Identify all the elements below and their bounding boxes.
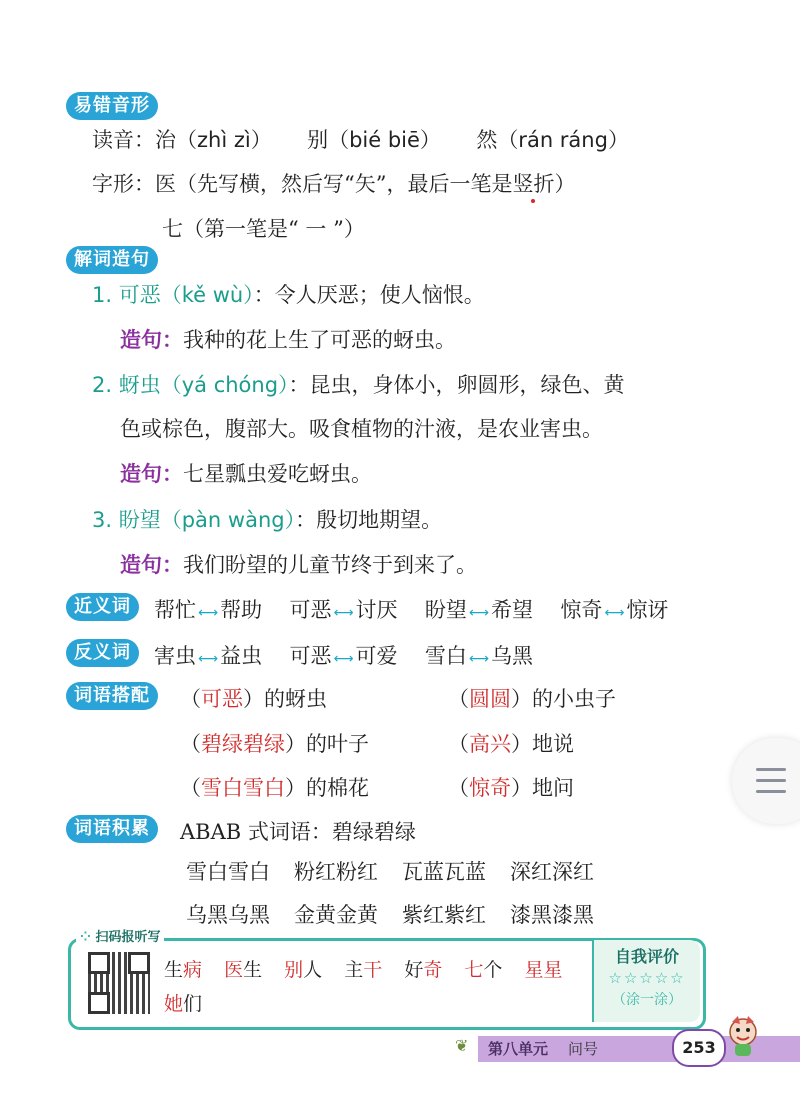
qr-corner	[88, 992, 110, 1014]
double-arrow-icon: ⟷	[198, 651, 219, 667]
dict-word-2	[224, 959, 262, 981]
double-arrow-icon: ⟷	[468, 605, 489, 621]
dict-char: 好	[404, 959, 424, 981]
dict-char: 生	[164, 959, 184, 981]
unit-label: 第八单元	[488, 1040, 549, 1058]
lesson-label: 问号	[568, 1040, 599, 1058]
qr-corner	[88, 952, 110, 974]
jinyi-2-a: 可恶	[289, 598, 332, 622]
jilei-word: 金黄金黄	[294, 903, 378, 927]
dapei-3: （碧绿碧绿）的叶子	[180, 732, 369, 756]
sentence-1-label: 造句：	[120, 327, 183, 352]
scan-label-text: 扫码报听写	[95, 930, 161, 945]
fanyi-pair-2	[289, 644, 397, 668]
ran-char: 然	[476, 128, 498, 152]
dict-char-red: 医	[224, 959, 244, 981]
pin-icon: ⁘	[80, 930, 91, 945]
dict-char: 个	[483, 959, 503, 981]
dapei-6: （惊奇）地问	[448, 776, 574, 800]
dict-char: 生	[243, 959, 263, 981]
dapei-4-rest: 地说	[532, 732, 574, 756]
dapei-4: （高兴）地说	[448, 732, 574, 756]
jinyi-4-a: 惊奇	[560, 598, 603, 622]
yi-end: ）	[554, 172, 576, 196]
word-2-pinyin: （yá chóng）	[160, 373, 289, 397]
scan-label	[76, 926, 164, 945]
dictation-row-2	[164, 989, 202, 1016]
dapei-3-fill: 碧绿碧绿	[201, 732, 285, 756]
dapei-1-fill: 可恶	[201, 687, 243, 711]
fanyi-2-b: 可爱	[355, 644, 398, 668]
fanyi-row	[154, 640, 533, 670]
fanyi-3-a: 雪白	[424, 644, 467, 668]
double-arrow-icon: ⟷	[198, 605, 219, 621]
jilei-row-1	[186, 856, 594, 886]
word-1-num: 1.	[92, 283, 119, 307]
word-2-def: ：昆虫，身体小，卵圆形，绿色、黄	[288, 373, 625, 397]
dict-word-3	[284, 959, 322, 981]
hamburger-icon	[756, 768, 786, 771]
dapei-6-fill: 惊奇	[469, 776, 511, 800]
fanyi-pair-1	[154, 644, 262, 668]
jilei-word: 紫红紫红	[402, 903, 486, 927]
word-2-num: 2.	[92, 373, 119, 397]
word-1-def: ：令人厌恶；使人恼恨。	[253, 283, 485, 307]
dict-char: 人	[303, 959, 323, 981]
zixing-line	[92, 168, 575, 198]
jilei-word: 漆黑漆黑	[510, 903, 594, 927]
hamburger-icon	[756, 790, 786, 793]
qi-line: 七（第一笔是“ 一 ”）	[162, 217, 365, 241]
jinyi-4-b: 惊讶	[626, 598, 669, 622]
word-2-word: 蚜虫	[118, 373, 161, 397]
mascot-icon	[720, 1012, 766, 1058]
jinyi-1-a: 帮忙	[154, 598, 196, 622]
word-3-num: 3.	[92, 508, 119, 532]
word-3-def: ：殷切地期望。	[295, 508, 443, 532]
jilei-word: 乌黑乌黑	[186, 903, 270, 927]
qr-code-image[interactable]	[88, 952, 150, 1014]
sentence-2-label: 造句：	[120, 461, 183, 486]
star-rating[interactable]: ☆☆☆☆☆	[608, 969, 686, 987]
dict-word-5	[404, 959, 442, 981]
section-tag-jinyi: 近义词	[66, 593, 139, 621]
sentence-2-line	[120, 458, 372, 488]
dict-char: 们	[183, 993, 203, 1015]
section-tag-jieci: 解词造句	[66, 246, 158, 274]
self-eval-title: 自我评价	[614, 947, 679, 966]
dapei-1: （可恶）的蚜虫	[180, 687, 327, 711]
word-1-line	[92, 279, 485, 309]
dict-char: 主	[344, 959, 364, 981]
zhi-char: 治	[155, 128, 176, 152]
section-tag-yicuo: 易错音形	[66, 92, 158, 120]
jilei-word: 雪白雪白	[186, 860, 270, 884]
jilei-intro: ABAB 式词语：碧绿碧绿	[180, 820, 416, 844]
word-1-pinyin: （kě wù）	[160, 283, 254, 307]
dapei-1-rest: 的蚜虫	[264, 687, 327, 711]
color-hint: （涂一涂）	[612, 992, 682, 1008]
fanyi-1-b: 益虫	[220, 644, 263, 668]
double-arrow-icon: ⟷	[468, 651, 489, 667]
dict-char-red: 病	[183, 959, 203, 981]
duyin-line	[92, 124, 629, 154]
fanyi-1-a: 害虫	[154, 644, 196, 668]
fanyi-3-b: 乌黑	[490, 644, 533, 668]
dict-word-4	[344, 959, 382, 981]
jinyi-3-a: 盼望	[424, 598, 467, 622]
jinyi-2-b: 讨厌	[355, 598, 398, 622]
hamburger-icon	[756, 779, 786, 782]
dictation-row-1	[164, 955, 563, 982]
sentence-3-line	[120, 549, 477, 579]
double-arrow-icon: ⟷	[604, 605, 625, 621]
dict-char-red: 奇	[423, 959, 443, 981]
ran-pinyin: （rán ráng）	[497, 128, 629, 152]
jilei-row-2	[186, 899, 594, 929]
jinyi-pair-4	[560, 598, 668, 622]
bie-pinyin: （bié biē）	[328, 128, 441, 152]
jinyi-3-b: 希望	[490, 598, 533, 622]
fanyi-2-a: 可恶	[289, 644, 332, 668]
dapei-4-fill: 高兴	[469, 732, 511, 756]
dapei-2-rest: 的小虫子	[532, 687, 616, 711]
zixing-label: 字形：	[92, 172, 155, 196]
word-1-word: 可恶	[118, 283, 161, 307]
menu-button[interactable]	[732, 738, 800, 824]
bie-char: 别	[307, 128, 329, 152]
jinyi-pair-2	[289, 598, 397, 622]
word-2-line	[92, 369, 625, 399]
dict-char-red: 七	[464, 959, 484, 981]
dict-char-red: 别	[284, 959, 304, 981]
jilei-word: 粉红粉红	[294, 860, 378, 884]
dapei-2-fill: 圆圆	[469, 687, 511, 711]
section-tag-fanyi: 反义词	[66, 639, 139, 667]
dict-word-7	[524, 959, 562, 981]
sentence-3-text: 我们盼望的儿童节终于到来了。	[183, 553, 477, 577]
yi-text: 医（先写横，然后写“矢”，最后一笔是	[155, 172, 513, 196]
jinyi-row	[154, 594, 668, 624]
jinyi-pair-3	[425, 598, 533, 622]
dict-char-red: 干	[363, 959, 383, 981]
leaf-icon: ❦	[455, 1036, 469, 1055]
jinyi-1-b: 帮助	[220, 598, 263, 622]
dapei-2: （圆圆）的小虫子	[448, 687, 616, 711]
sentence-2-text: 七星瓢虫爱吃蚜虫。	[183, 462, 372, 486]
dapei-6-rest: 地问	[532, 776, 574, 800]
duyin-label: 读音：	[92, 128, 155, 152]
yi-dot-word	[512, 172, 554, 196]
dapei-5-fill: 雪白雪白	[201, 776, 285, 800]
dict-char-red: 她	[164, 993, 184, 1015]
dapei-3-rest: 的叶子	[306, 732, 369, 756]
word-3-word: 盼望	[118, 508, 161, 532]
double-arrow-icon: ⟷	[333, 605, 354, 621]
jilei-word: 深红深红	[510, 860, 594, 884]
dapei-5-rest: 的棉花	[306, 776, 369, 800]
double-arrow-icon: ⟷	[333, 651, 354, 667]
dapei-5: （雪白雪白）的棉花	[180, 776, 369, 800]
sentence-3-label: 造句：	[120, 552, 183, 577]
qr-corner	[128, 952, 150, 974]
dict-char-red: 星	[524, 959, 544, 981]
word-3-line	[92, 504, 442, 534]
jinyi-pair-1	[154, 598, 262, 622]
dict-word-6	[464, 959, 502, 981]
yi-dot-text: 竖折	[512, 172, 555, 196]
section-tag-dapei: 词语搭配	[66, 682, 158, 710]
section-tag-jilei: 词语积累	[66, 815, 158, 843]
word-2-def2: 色或棕色，腹部大。吸食植物的汁液，是农业害虫。	[120, 417, 603, 441]
sentence-1-line	[120, 324, 456, 354]
self-evaluation-panel	[592, 940, 700, 1022]
sentence-1-text: 我种的花上生了可恶的蚜虫。	[183, 328, 456, 352]
dict-word-1	[164, 959, 202, 981]
jilei-word: 瓦蓝瓦蓝	[402, 860, 486, 884]
word-3-pinyin: （pàn wàng）	[160, 508, 296, 532]
fanyi-pair-3	[425, 644, 533, 668]
zhi-pinyin: （zhì zì）	[176, 128, 272, 152]
dict-char-red: 星	[543, 959, 563, 981]
page-number: 253	[672, 1029, 726, 1067]
